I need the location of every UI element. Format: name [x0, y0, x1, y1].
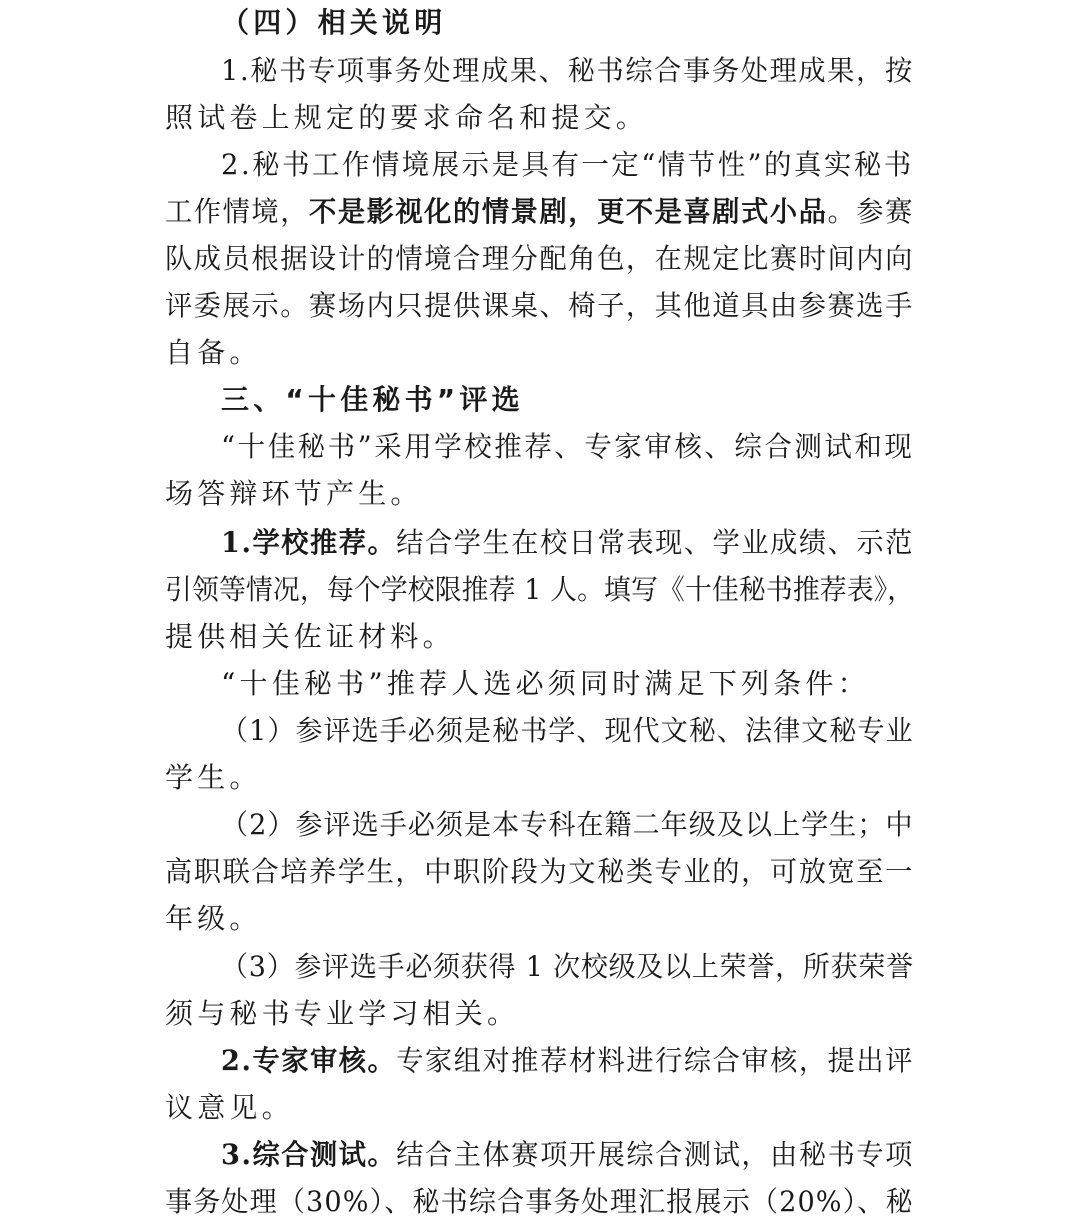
text-run: 事务处理（30%）、秘书综合事务处理汇报展示（20%）、秘	[165, 1185, 914, 1218]
paragraph-line	[165, 902, 262, 936]
section-heading-related-notes	[221, 6, 446, 40]
text-run: （1）参评选手必须是秘书学、现代文秘、法律文秘专业	[221, 714, 914, 747]
text-run: 学生。	[165, 761, 262, 794]
text-run: 自备。	[165, 336, 262, 369]
bold-text-run: 1.学校推荐。	[221, 526, 397, 559]
text-run: 结合学生在校日常表现、学业成绩、示范	[396, 526, 914, 559]
bold-text-run: 2.专家审核。	[221, 1044, 397, 1077]
text-run: 工作情境，	[165, 195, 310, 228]
text-run: 三、“十佳秘书”评选	[221, 383, 524, 416]
text-run: （四）相关说明	[221, 6, 447, 39]
text-run: （3）参评选手必须获得 1 次校级及以上荣誉，所获荣誉	[221, 950, 914, 983]
text-run: 专家组对推荐材料进行综合审核，提出评	[396, 1044, 914, 1077]
paragraph-line	[221, 808, 914, 842]
bold-text-run: 不是影视化的情景剧，更不是喜剧式小品	[309, 195, 828, 228]
text-run: “十佳秘书”采用学校推荐、专家审核、综合测试和现	[221, 430, 915, 463]
paragraph-line	[165, 573, 914, 607]
paragraph-line	[221, 667, 870, 701]
paragraph-line	[221, 54, 914, 88]
paragraph-line	[165, 620, 455, 654]
text-run: （2）参评选手必须是本专科在籍二年级及以上学生；中	[221, 808, 914, 841]
paragraph-line	[221, 1044, 914, 1078]
paragraph-line	[221, 148, 914, 182]
paragraph-line	[221, 950, 914, 984]
paragraph-line	[221, 430, 914, 464]
text-run: 1.秘书专项事务处理成果、秘书综合事务处理成果，按	[221, 54, 914, 87]
text-run: 须与秘书专业学习相关。	[165, 997, 520, 1030]
paragraph-line	[165, 997, 519, 1031]
paragraph-line	[165, 477, 423, 511]
text-run: 。参赛	[827, 195, 914, 228]
paragraph-line	[165, 242, 914, 276]
text-run: 评委展示。赛场内只提供课桌、椅子，其他道具由参赛选手	[165, 289, 914, 322]
text-run: 高职联合培养学生，中职阶段为文秘类专业的，可放宽至一	[165, 855, 914, 888]
paragraph-line	[165, 195, 914, 229]
paragraph-line	[221, 526, 914, 560]
paragraph-line	[165, 336, 262, 370]
paragraph-line	[165, 289, 914, 323]
text-run: 结合主体赛项开展综合测试，由秘书专项	[396, 1138, 914, 1171]
text-run: “十佳秘书”推荐人选必须同时满足下列条件：	[221, 667, 870, 700]
bold-text-run: 3.综合测试。	[221, 1138, 397, 1171]
paragraph-line	[221, 714, 914, 748]
text-run: 照试卷上规定的要求命名和提交。	[165, 101, 649, 134]
section-heading-top-ten-secretaries	[221, 383, 524, 417]
paragraph-line	[165, 101, 648, 135]
text-run: 议意见。	[165, 1091, 294, 1124]
paragraph-line	[165, 1091, 294, 1125]
text-run: 场答辩环节产生。	[165, 477, 423, 510]
text-run: 提供相关佐证材料。	[165, 620, 455, 653]
paragraph-line	[221, 1138, 914, 1172]
text-run: 2.秘书工作情境展示是具有一定“情节性”的真实秘书	[221, 148, 914, 181]
text-run: 队成员根据设计的情境合理分配角色，在规定比赛时间内向	[165, 242, 914, 275]
text-run: 引领等情况，每个学校限推荐 1 人。填写《十佳秘书推荐表》，	[165, 573, 915, 606]
text-run: 年级。	[165, 902, 262, 935]
paragraph-line	[165, 1185, 914, 1219]
paragraph-line	[165, 761, 262, 795]
paragraph-line	[165, 855, 914, 889]
